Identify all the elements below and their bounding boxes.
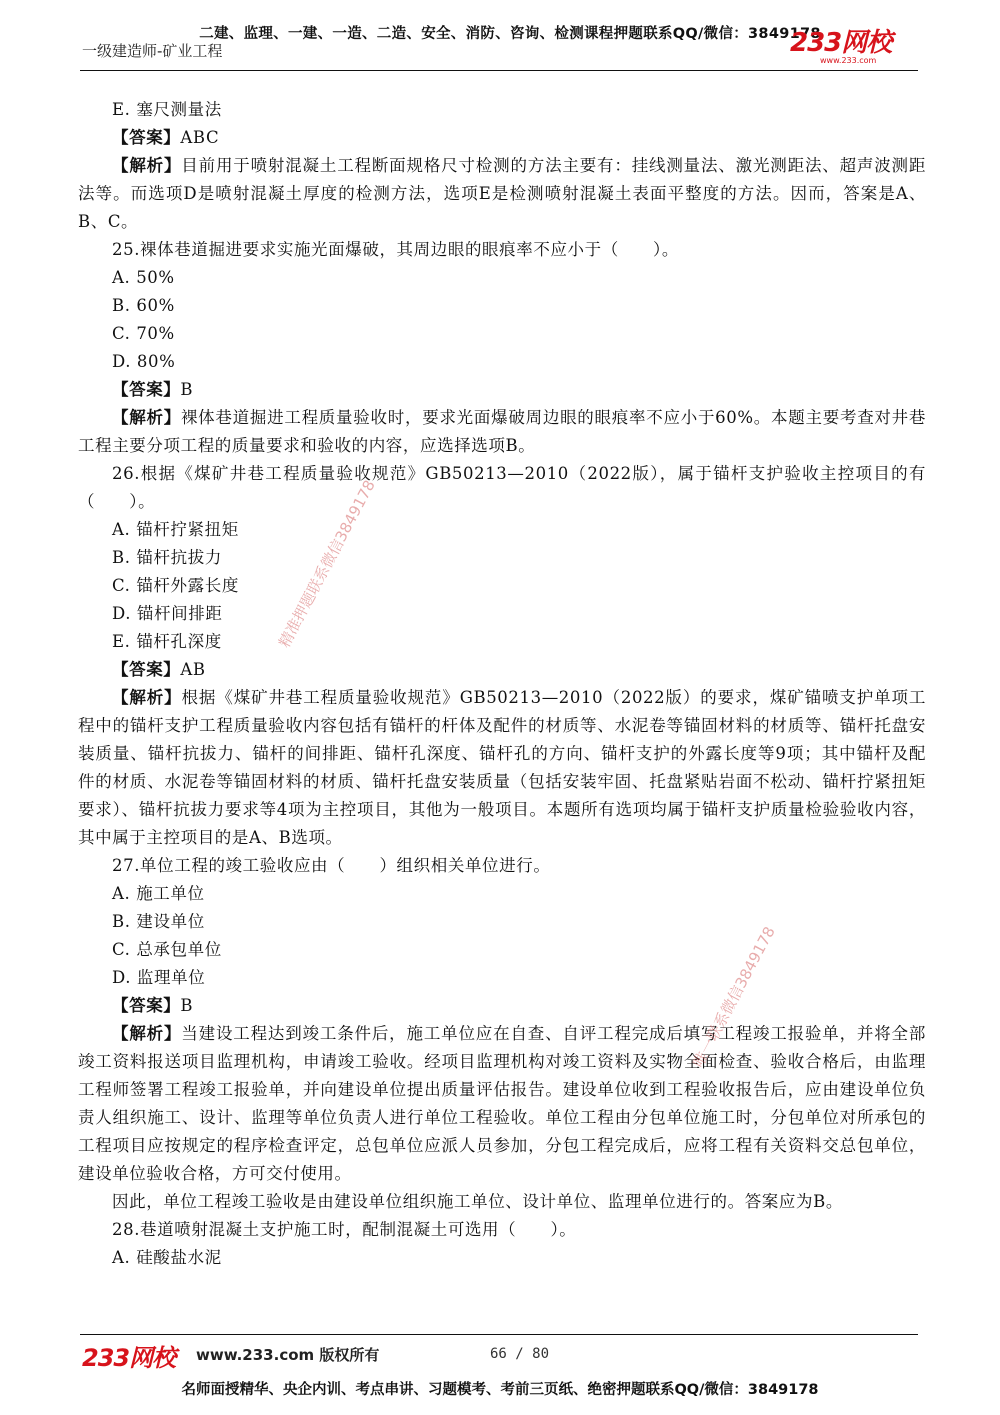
line-text: 根据《煤矿井巷工程质量验收规范》GB50213—2010（2022版）的要求，煤矿锚喷支护单项工程中的锚杆支护工程质量验收内容包括有锚杆的杆体及配件的材质等、水泥卷等锚固材料的材质等、锚杆托盘安装质量、锚杆抗拔力、锚杆的间排距、锚杆孔深度、锚杆孔的方向、锚杆支护的外露长度等9项；其中锚杆及配件的材质、水泥卷等锚固材料的材质、锚杆托盘安装质量（包括安装牢固、托盘紧贴岩面不松动、锚杆拧紧扭矩要求）、锚杆抗拔力要求等4项为主控项目，其他为一般项目。本题所有选项均属于锚杆支护质量检验验收内容，其中属于主控项目的是A、B选项。: [78, 688, 927, 847]
text-line: [78, 1216, 926, 1244]
line-text: C. 锚杆外露长度: [112, 576, 239, 595]
text-line: [78, 852, 926, 880]
line-text: B. 锚杆抗拔力: [112, 548, 222, 567]
text-line: [78, 880, 926, 908]
line-text: D. 80%: [112, 352, 176, 371]
header-ad-text: 二建、监理、一建、一造、二造、安全、消防、咨询、检测课程押题联系QQ/微信：3849178: [199, 26, 821, 42]
section-label: 【解析】: [112, 688, 182, 707]
footer-copyright: www.233.com 版权所有: [196, 1346, 380, 1364]
answer-line: [78, 376, 926, 404]
text-line: [78, 1188, 926, 1216]
brand-logo-url: www.233.com: [820, 56, 877, 65]
section-label: 【答案】: [112, 128, 181, 147]
line-text: 当建设工程达到竣工条件后，施工单位应在自查、自评工程完成后填写工程竣工报验单，并将全部竣工资料报送项目监理机构，申请竣工验收。经项目监理机构对竣工资料及实物全面检查、验收合格后，由监理工程师签署工程竣工报验单，并向建设单位提出质量评估报告。建设单位收到工程验收报告后，应由建设单位负责人组织施工、设计、监理等单位负责人进行单位工程验收。单位工程由分包单位施工时，分包单位对所承包的工程项目应按规定的程序检查评定，总包单位应派人员参加，分包工程完成后，应将工程有关资料交总包单位，建设单位验收合格，方可交付使用。: [78, 1024, 926, 1183]
text-line: [78, 628, 926, 656]
line-text: A. 硅酸盐水泥: [112, 1248, 222, 1267]
text-line: [78, 236, 926, 264]
document-body: [78, 96, 926, 1272]
analysis-paragraph: [78, 1020, 926, 1188]
text-line: [78, 320, 926, 348]
line-text: B. 60%: [112, 296, 175, 315]
text-line: [78, 964, 926, 992]
text-line: [78, 1244, 926, 1272]
text-line: [78, 600, 926, 628]
brand-logo-text: 233网校: [790, 28, 892, 58]
line-text: 26.根据《煤矿井巷工程质量验收规范》GB50213—2010（2022版），属于锚杆支护验收主控项目的有（ ）。: [78, 464, 926, 511]
text-line: [78, 264, 926, 292]
line-text: A. 锚杆拧紧扭矩: [112, 520, 239, 539]
section-label: 【解析】: [112, 408, 181, 427]
page-number: 66 / 80: [490, 1346, 550, 1362]
answer-line: [78, 124, 926, 152]
footer-rule: [80, 1334, 918, 1335]
text-line: [78, 96, 926, 124]
line-text: 28.巷道喷射混凝土支护施工时，配制混凝土可选用（ ）。: [112, 1220, 577, 1239]
line-text: B. 建设单位: [112, 912, 205, 931]
line-text: E. 塞尺测量法: [112, 100, 222, 119]
line-text: 目前用于喷射混凝土工程断面规格尺寸检测的方法主要有：挂线测量法、激光测距法、超声波测距法等。而选项D是喷射混凝土厚度的检测方法，选项E是检测喷射混凝土表面平整度的方法。因而，答案是A、B、C。: [78, 156, 926, 231]
answer-line: [78, 992, 926, 1020]
text-line: [78, 460, 926, 516]
document-subtitle: 一级建造师-矿业工程: [82, 42, 223, 60]
watermark: 唯一联系微信3849178: [689, 923, 779, 1071]
text-line: [78, 292, 926, 320]
section-label: 【答案】: [112, 996, 181, 1015]
analysis-paragraph: [78, 404, 926, 460]
analysis-paragraph: [78, 684, 926, 852]
section-label: 【解析】: [112, 1024, 182, 1043]
text-line: [78, 544, 926, 572]
footer-ad-text: 名师面授精华、央企内训、考点串讲、习题模考、考前三页纸、绝密押题联系QQ/微信：3849178: [181, 1382, 819, 1398]
line-text: D. 锚杆间排距: [112, 604, 223, 623]
line-text: 25.裸体巷道掘进要求实施光面爆破，其周边眼的眼痕率不应小于（ ）。: [112, 240, 679, 259]
line-text: C. 70%: [112, 324, 175, 343]
section-label: 【答案】: [112, 660, 181, 679]
answer-line: [78, 656, 926, 684]
line-text: 27.单位工程的竣工验收应由（ ）组织相关单位进行。: [112, 856, 551, 875]
text-line: [78, 516, 926, 544]
text-line: [78, 936, 926, 964]
text-line: [78, 572, 926, 600]
line-text: 裸体巷道掘进工程质量验收时，要求光面爆破周边眼的眼痕率不应小于60%。本题主要考查对井巷工程主要分项工程的质量要求和验收的内容，应选择选项B。: [78, 408, 926, 455]
text-line: [78, 908, 926, 936]
line-text: B: [180, 380, 194, 399]
line-text: 因此，单位工程竣工验收是由建设单位组织施工单位、设计单位、监理单位进行的。答案应为B。: [112, 1192, 843, 1211]
line-text: E. 锚杆孔深度: [112, 632, 222, 651]
line-text: B: [180, 996, 194, 1015]
section-label: 【解析】: [112, 156, 182, 175]
line-text: AB: [180, 660, 206, 679]
line-text: A. 施工单位: [112, 884, 205, 903]
line-text: C. 总承包单位: [112, 940, 222, 959]
line-text: D. 监理单位: [112, 968, 206, 987]
watermark: 精准押题联系微信3849178: [275, 477, 379, 651]
text-line: [78, 348, 926, 376]
section-label: 【答案】: [112, 380, 181, 399]
footer-brand-logo: 233网校: [82, 1344, 176, 1372]
brand-logo: [790, 30, 891, 68]
line-text: A. 50%: [112, 268, 175, 287]
analysis-paragraph: [78, 152, 926, 236]
line-text: ABC: [180, 128, 220, 147]
header-rule: [80, 70, 918, 71]
